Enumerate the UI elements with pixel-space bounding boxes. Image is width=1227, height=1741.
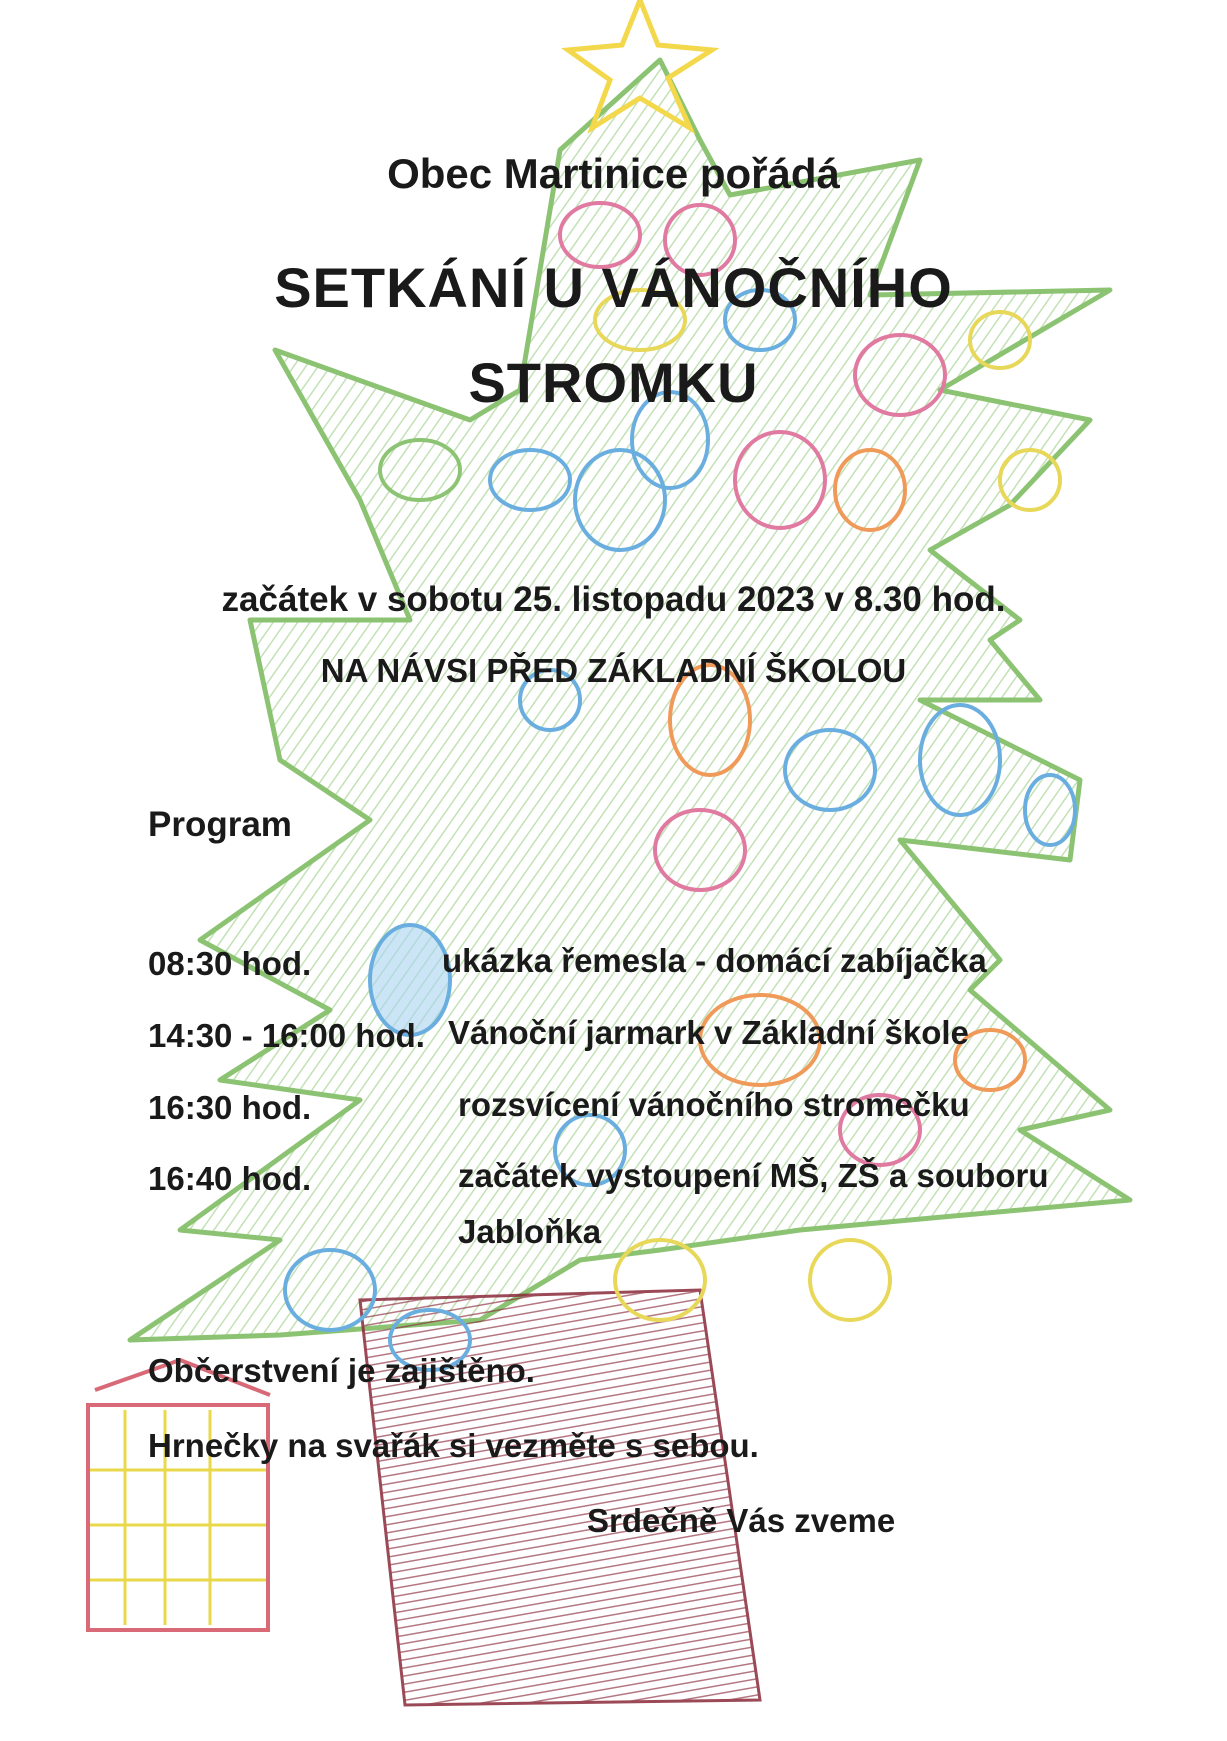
program-time: 16:30 hod. [148, 1089, 312, 1126]
gift-box [88, 1360, 270, 1630]
program-text [458, 1148, 1048, 1260]
refreshments-note: Občerstvení je zajištěno. [148, 1352, 535, 1389]
program-time: 14:30 - 16:00 hod. [148, 1017, 425, 1054]
program-text: Vánoční jarmark v Základní škole [448, 1014, 969, 1051]
event-start: začátek v sobotu 25. listopadu 2023 v 8.30 hod. [221, 580, 1006, 619]
program-text-line-1: začátek vystoupení MŠ, ZŠ a souboru [458, 1157, 1049, 1194]
program-time: 16:40 hod. [148, 1160, 312, 1197]
program-text-line-2: Jabloňka [458, 1213, 602, 1250]
program-heading: Program [148, 805, 292, 844]
event-title-line-2: STROMKU [468, 351, 759, 414]
program-time: 08:30 hod. [148, 945, 312, 982]
event-title-line-1: SETKÁNÍ U VÁNOČNÍHO [274, 256, 953, 319]
closing-line: Srdečně Vás zveme [587, 1502, 896, 1539]
program-text: rozsvícení vánočního stromečku [458, 1086, 970, 1123]
program-text: ukázka řemesla - domácí zabíjačka [442, 942, 987, 979]
organizer-line: Obec Martinice pořádá [387, 150, 840, 197]
mugs-note: Hrnečky na svařák si vezměte s sebou. [148, 1427, 759, 1464]
event-place: NA NÁVSI PŘED ZÁKLADNÍ ŠKOLOU [320, 652, 907, 689]
